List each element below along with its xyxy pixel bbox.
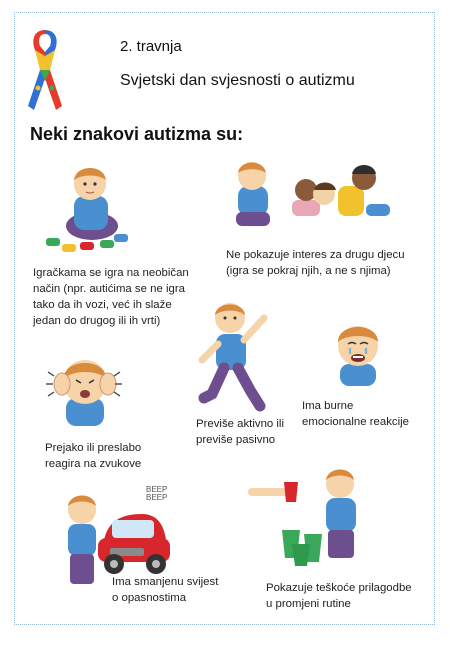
- sign-caption-routine-change: Pokazuje teškoće prilagodbe u promjeni rutine: [266, 582, 412, 610]
- car-horn-label: BEEP BEEP: [146, 485, 168, 502]
- sign-caption-activity-level: Previše aktivno ili previše pasivno: [196, 418, 284, 446]
- child-playing-with-toy-cars-icon: [40, 156, 132, 256]
- child-reaching-for-cups-icon: [248, 460, 362, 568]
- sign-caption-sound-reaction: Prejako ili preslabo reagira na zvukove: [45, 442, 142, 470]
- sign-caption-no-interest: Ne pokazuje interes za drugu djecu (igra se pokraj njih, a ne s njima): [226, 249, 405, 277]
- sign-caption-unusual-play: Igračkama se igra na neobičan način (npr. autićima se ne igra tako da ih vozi, već ih slaže jedan do drugog ili ih vrti): [33, 267, 189, 327]
- event-title: Svjetski dan svjesnosti o autizmu: [120, 72, 355, 89]
- child-covering-ears-icon: [42, 352, 126, 426]
- sign-caption-emotional-reactions: Ima burne emocionalne reakcije: [302, 400, 410, 428]
- section-heading: Neki znakovi autizma su:: [30, 124, 244, 144]
- crying-child-icon: [326, 318, 390, 386]
- sign-caption-danger-awareness: Ima smanjenu svijest o opasnostima: [112, 576, 219, 604]
- autism-puzzle-ribbon-icon: [26, 26, 64, 114]
- event-date: 2. travnja: [120, 38, 182, 55]
- child-alone-near-playing-children-icon: [226, 156, 398, 230]
- child-running-hyperactive-icon: [192, 298, 274, 414]
